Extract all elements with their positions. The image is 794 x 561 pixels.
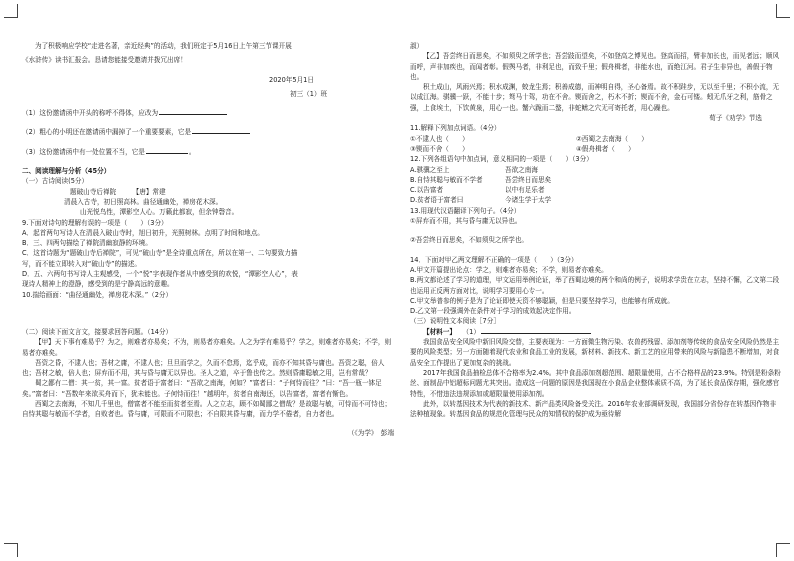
jia-paragraph: 蜀之鄙有二僧：其一贫，其一富。贫者语于富者曰：“吾欲之南海，何如？”富者曰：“子何恃而往？”曰：“吾一瓶一钵足矣。”富者曰：“吾数年来欲买舟而下，犹未能也。子何恃而往！”越明年，贫者自南海还，以告富者，富者有惭色。 (22, 379, 382, 398)
material-line (410, 327, 782, 337)
title-answer-blank[interactable] (481, 327, 591, 334)
source-tail: 淑） (410, 42, 424, 50)
yi-paragraph: 积土成山，风雨兴焉；积水成渊，蛟龙生焉；积善成德，而神明自得，圣心备焉。故不积跬步，无以至千里；不积小流，无以成江海。骐骥一跃，不能十步；驽马十驾，功在不舍。锲而舍之，朽木不折；锲而不舍，金石可镂。蚓无爪牙之利，筋骨之强，上食埃土，下饮黄泉，用心一也。蟹六跪而二螯，非蛇鳝之穴无可寄托者，用心躁也。 (410, 83, 780, 112)
poem-line-1: 清晨入古寺，初日照高林。曲径通幽处，禅房花木深。 (64, 197, 223, 206)
question-12-option (410, 185, 782, 195)
material-paragraph: 此外，以转基因技术为代表的新技术、新产品类风险备受关注。2016年农业部调研发现，我国部分省份存在转基因作物非法种植现象。转基因食品的规范化管理与民众的知情权的保护成为亟待解 (410, 399, 777, 419)
question-12-option-left: D.贫者语于富者曰 (410, 196, 464, 205)
classical-section-heading: （二）阅读下面文言文，接要求回答问题。（14分） (22, 327, 173, 336)
poem-heading (22, 187, 394, 197)
right-column (410, 41, 782, 419)
question-12-option (410, 195, 782, 205)
question-13-item: ①屏弃而不用，其与昏与庸无以异也。 (410, 217, 522, 226)
question-1-text: （1）这份邀请函中开头的称呼不得体，应改为 (22, 109, 159, 118)
question-12-option-right: 以中有足乐者 (505, 186, 545, 195)
question-14-option: C.甲文举普参的例子是为了论证即使天资不够聪颖，但是只要坚持学习，也能够有所成就。 (410, 296, 674, 305)
question-11-row (410, 144, 782, 154)
invitation-line-1: 为了积极响应学校“走进名著，亲近经典”的活动，我们班定于5月16日上午第三节课开展 (35, 42, 292, 50)
question-12-option-left: A.骐骥之至上 (410, 165, 450, 174)
question-3-end: 。 (188, 147, 196, 156)
question-9-option-c-cont: 写，而不能立即转入对“破山寺”的描述。 (22, 259, 141, 268)
jia-source: （《为学》 彭端 (347, 428, 394, 437)
question-2-text: （2）粗心的小明还在邀请函中漏掉了一个重要要素，它是 (22, 128, 192, 137)
material-paragraph: 2017年我国食品抽检总体不合格率为2.4%。其中食品添加剂超范围、超限量使用，占不合格样品的23.9%。特别是粉条粉丝、面制品中铝超标问题尤其突出。造成这一问题的原因是我国现在小食品企业整体素质不高，为了延长食品保存期，强化感官特性，不惜违法违规添加或超限量使用添加剂。 (410, 368, 781, 398)
poem-author: 【唐】常建 (135, 187, 166, 196)
question-9-option-d-cont: 现诗人精神上的澄静，感受到的是宁静高远的意趣。 (22, 280, 174, 289)
poem-line-2: 山光悦鸟性，潭影空人心。万籁此都寂，但余钟磬音。 (80, 208, 239, 217)
left-column (22, 41, 394, 438)
jia-paragraph: 吾资之昏，不逮人也；吾材之庸，不逮人也；旦旦而学之，久而不怠焉，迄乎成，而亦不知其昏与庸也。吾资之聪，倍人也；吾材之敏，倍人也；屏弃而不用，其与昏与庸无以异也。圣人之道，卒于鲁也传之。然则昏庸聪敏之用，岂有常哉？ (22, 358, 385, 378)
answer-blank[interactable] (192, 127, 250, 134)
answer-blank[interactable] (159, 108, 227, 115)
yi-source: 荀子《劝学》节选 (709, 114, 762, 123)
crop-mark-bottom-left (4, 543, 18, 557)
question-14-option: D.乙文第一段强调外在条件对于学习的成效起决定作用。 (410, 307, 576, 316)
question-1 (22, 108, 394, 118)
question-11-item: ④假舟楫者（ ） (576, 144, 635, 153)
material-number: （1） (465, 327, 480, 336)
answer-blank[interactable] (146, 147, 188, 154)
jia-passage (22, 337, 394, 419)
question-11: 11.解释下列加点词语。（4分） (410, 124, 501, 133)
yi-passage (410, 51, 782, 113)
question-11-item: ①不逮人也（ ） (410, 134, 469, 143)
question-9-option-c: C．这首诗题为“题破山寺后禅院”，可见“破山寺”是全诗重点所在，所以在第一、二句要致力描 (22, 249, 298, 258)
question-9-stem: 9.下面对诗句的理解有误的一项是（ ）（3分） (22, 218, 168, 227)
crop-mark-bottom-right (776, 543, 790, 557)
question-13: 13.用现代汉语翻译下列句子。（4分） (410, 206, 521, 215)
question-12-option (410, 165, 782, 175)
material-text (410, 337, 782, 419)
question-12: 12.下列各组语句中加点词，意义相同的一项是（ ）（3分） (410, 155, 593, 164)
question-10: 10.揣给画面：“曲径通幽处，禅房花木深。”（2分） (22, 290, 173, 299)
jia-paragraph: 西蜀之去南海，不知几千里也，僧富者不能至而贫者至焉。人之立志，顾不如蜀鄙之僧哉？是故聪与敏，可恃而不可恃也；自恃其聪与敏而不学者，自败者也。昏与庸，可限而不可限也；不自限其昏与庸，而力学不倦者，自力者也。 (22, 400, 392, 419)
crop-mark-top-left (4, 4, 18, 18)
question-12-option-left: B.自恃其聪与敏而不学者 (410, 175, 483, 184)
material-label: 【材料一】 (423, 327, 453, 336)
question-14: 14．下面对甲乙两文理解不正确的一项是（ ）（3分） (410, 255, 578, 264)
question-11-item: ③锲而不舍（ ） (410, 144, 469, 153)
section-two-heading: 二、阅读理解与分析（45分） (22, 167, 111, 176)
yi-paragraph: 【乙】吾尝终日而思矣，不如须臾之所学也；吾尝跂而望矣，不如登高之博见也。登高而招，臂非加长也，而见者远；顺风而呼，声非加疾也，而闻者彰。假舆马者，非利足也，而致千里；假舟楫者，非能水也，而绝江河。君子生非异也，善假于物也。 (410, 52, 780, 81)
question-12-option-right: 今诸生学于太学 (505, 196, 552, 205)
poem-section-heading: （一）古诗阅读(5分） (22, 177, 89, 186)
class-sign: 初三（1）班 (290, 89, 328, 98)
question-12-option-left: C.以告富者 (410, 186, 444, 195)
question-11-row (410, 134, 782, 144)
question-14-option: A.甲文开篇提出论点：学之，则难者亦易矣；不学，则易者亦难矣。 (410, 265, 608, 274)
question-9-option-d: D．五、六两句书写诗人主观感受，一个“悦”字表现作者从中感受到的欢悦，“潭影空人心”，表 (22, 270, 298, 279)
question-12-option-right: 吾欲之南海 (505, 165, 538, 174)
invitation-date (22, 75, 394, 85)
crop-mark-top-right (776, 4, 790, 18)
question-14-option: B.两文都论述了学习的道理，甲文运用举例论证，举了西蜀边境的两个和尚的例子，说明求学贵在立志，坚持不懈，乙文第二段也运用正反两方面对比，说明学习要用心专一。 (410, 276, 780, 295)
question-9-option-a: A．起首两句写诗人在清晨入破山寺时，旭日初升，光照树林。点明了时间和地点。 (22, 228, 264, 237)
question-9-option-b: B．三、四两句描绘了禅院清幽寂静的环境。 (22, 239, 152, 248)
jia-paragraph: 【甲】天下事有难易乎？为之，则难者亦易矣；不为，则易者亦难矣。人之为学有难易乎？学之，则难者亦易矣；不学，则易者亦难矣。 (22, 338, 392, 357)
date-text: 2020年5月1日 (269, 75, 314, 84)
material-paragraph: 我国食品安全风险中新旧风险交替，主要表现为：一方面微生物污染、农兽药残留、添加剂等传统的食品安全风险仍然是主要的风险类型；另一方面随着现代农业和食品工业的发展，新材料、新技术、新工艺的应用带来的风险与新隐患不断增加，对食品安全工作提出了更加复杂的挑战。 (410, 338, 780, 367)
poem-title: 题破山寺后禅院 (70, 187, 117, 196)
question-3 (22, 147, 394, 157)
question-13-item: ②吾尝终日而思矣，不如须臾之所学也。 (410, 236, 529, 245)
invitation-line-2: 《水浒传》读书汇报会。恳请您能接受邀请并拨冗出席！ (22, 56, 187, 65)
question-2 (22, 127, 394, 137)
question-12-option-right: 吾尝终日而思矣 (505, 175, 552, 184)
question-3-text: （3）这份邀请函中有一处位置不当，它是 (22, 147, 145, 156)
question-12-option (410, 175, 782, 185)
expository-heading: （三）说明性文本阅读［7分］ (410, 317, 500, 326)
question-11-item: ②西蜀之去南海（ ） (576, 134, 648, 143)
invitation-class (22, 89, 394, 99)
